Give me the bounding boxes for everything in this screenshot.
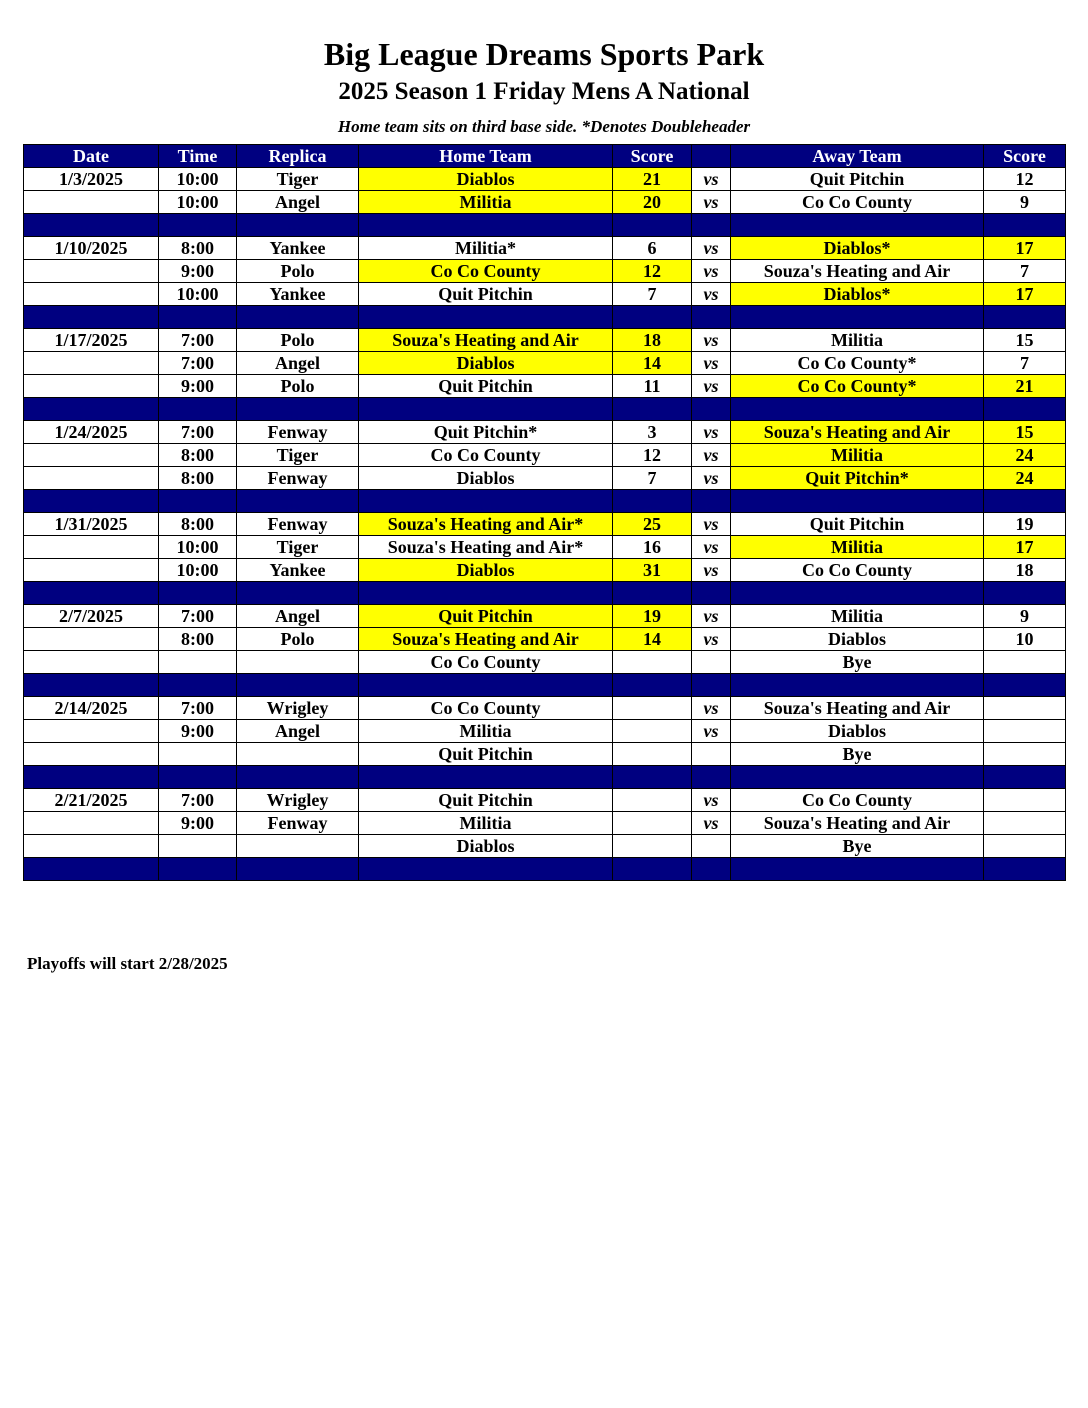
separator-cell: [159, 582, 237, 605]
separator-cell: [984, 490, 1066, 513]
vs-cell: vs: [692, 375, 731, 398]
home-score-cell: 19: [613, 605, 692, 628]
date-cell: [24, 628, 159, 651]
week-separator-row: [24, 490, 1066, 513]
away-score-cell: [984, 812, 1066, 835]
separator-cell: [24, 398, 159, 421]
game-row: [24, 375, 1066, 398]
home-score-cell: 12: [613, 260, 692, 283]
home-team-cell: Militia: [359, 720, 613, 743]
home-score-cell: 31: [613, 559, 692, 582]
time-cell: 9:00: [159, 720, 237, 743]
separator-cell: [159, 214, 237, 237]
home-score-cell: [613, 743, 692, 766]
vs-cell: vs: [692, 352, 731, 375]
date-cell: [24, 720, 159, 743]
away-team-cell: Souza's Heating and Air: [731, 260, 984, 283]
time-cell: 8:00: [159, 513, 237, 536]
time-cell: 7:00: [159, 421, 237, 444]
away-score-cell: 18: [984, 559, 1066, 582]
separator-cell: [613, 398, 692, 421]
time-cell: 10:00: [159, 283, 237, 306]
replica-cell: Wrigley: [237, 789, 359, 812]
date-cell: 2/7/2025: [24, 605, 159, 628]
date-cell: [24, 743, 159, 766]
away-team-cell: Quit Pitchin: [731, 513, 984, 536]
schedule-note: Home team sits on third base side. *Denotes Doubleheader: [337, 117, 751, 136]
home-team-cell: Souza's Heating and Air*: [359, 513, 613, 536]
away-team-cell: Diablos: [731, 628, 984, 651]
game-row: [24, 605, 1066, 628]
time-cell: 7:00: [159, 697, 237, 720]
home-score-cell: [613, 789, 692, 812]
vs-cell: vs: [692, 559, 731, 582]
replica-cell: Fenway: [237, 421, 359, 444]
vs-cell: vs: [692, 789, 731, 812]
replica-cell: Fenway: [237, 513, 359, 536]
game-row: [24, 628, 1066, 651]
home-team-cell: Quit Pitchin*: [359, 421, 613, 444]
separator-cell: [731, 214, 984, 237]
separator-cell: [613, 858, 692, 881]
home-team-cell: Militia: [359, 191, 613, 214]
away-score-cell: 15: [984, 421, 1066, 444]
separator-cell: [24, 214, 159, 237]
playoffs-note: Playoffs will start 2/28/2025: [27, 954, 228, 973]
away-score-cell: 10: [984, 628, 1066, 651]
game-row: [24, 720, 1066, 743]
home-team-cell: Co Co County: [359, 444, 613, 467]
separator-cell: [237, 398, 359, 421]
home-score-cell: 21: [613, 168, 692, 191]
home-score-cell: 16: [613, 536, 692, 559]
time-cell: 7:00: [159, 605, 237, 628]
separator-cell: [24, 674, 159, 697]
game-row: [24, 536, 1066, 559]
away-team-cell: Quit Pitchin: [731, 168, 984, 191]
separator-cell: [159, 398, 237, 421]
schedule-table: [23, 144, 1066, 881]
separator-cell: [24, 766, 159, 789]
away-team-cell: Bye: [731, 743, 984, 766]
replica-cell: Yankee: [237, 559, 359, 582]
home-score-cell: [613, 651, 692, 674]
date-cell: [24, 559, 159, 582]
game-row: [24, 789, 1066, 812]
col-header-date: Date: [24, 145, 159, 168]
home-team-cell: Quit Pitchin: [359, 743, 613, 766]
vs-cell: vs: [692, 168, 731, 191]
away-score-cell: 21: [984, 375, 1066, 398]
away-team-cell: Militia: [731, 605, 984, 628]
home-team-cell: Co Co County: [359, 260, 613, 283]
separator-cell: [984, 214, 1066, 237]
date-cell: 1/3/2025: [24, 168, 159, 191]
vs-cell: vs: [692, 720, 731, 743]
home-score-cell: [613, 720, 692, 743]
away-team-cell: Bye: [731, 651, 984, 674]
away-score-cell: 15: [984, 329, 1066, 352]
week-separator-row: [24, 766, 1066, 789]
separator-cell: [359, 398, 613, 421]
time-cell: 7:00: [159, 329, 237, 352]
away-team-cell: Souza's Heating and Air: [731, 812, 984, 835]
away-score-cell: [984, 789, 1066, 812]
replica-cell: Tiger: [237, 444, 359, 467]
game-row: [24, 283, 1066, 306]
away-score-cell: 17: [984, 237, 1066, 260]
home-score-cell: 18: [613, 329, 692, 352]
home-score-cell: 12: [613, 444, 692, 467]
separator-cell: [159, 858, 237, 881]
separator-cell: [359, 214, 613, 237]
separator-cell: [613, 582, 692, 605]
time-cell: 9:00: [159, 375, 237, 398]
col-header-vs: [692, 145, 731, 168]
away-team-cell: Quit Pitchin*: [731, 467, 984, 490]
date-cell: 1/17/2025: [24, 329, 159, 352]
separator-cell: [359, 766, 613, 789]
home-score-cell: 25: [613, 513, 692, 536]
separator-cell: [613, 674, 692, 697]
date-cell: 2/21/2025: [24, 789, 159, 812]
time-cell: 9:00: [159, 812, 237, 835]
page-subtitle: 2025 Season 1 Friday Mens A National: [338, 78, 750, 105]
time-cell: 8:00: [159, 237, 237, 260]
away-score-cell: 24: [984, 444, 1066, 467]
date-cell: 1/31/2025: [24, 513, 159, 536]
separator-cell: [692, 858, 731, 881]
away-team-cell: Souza's Heating and Air: [731, 421, 984, 444]
date-cell: [24, 651, 159, 674]
time-cell: 10:00: [159, 559, 237, 582]
vs-cell: [692, 835, 731, 858]
replica-cell: Tiger: [237, 536, 359, 559]
game-row: [24, 467, 1066, 490]
schedule-body: [24, 168, 1066, 881]
date-cell: [24, 812, 159, 835]
away-score-cell: 12: [984, 168, 1066, 191]
time-cell: 7:00: [159, 352, 237, 375]
replica-cell: Polo: [237, 260, 359, 283]
home-team-cell: Souza's Heating and Air: [359, 329, 613, 352]
away-team-cell: Militia: [731, 329, 984, 352]
home-team-cell: Quit Pitchin: [359, 283, 613, 306]
vs-cell: vs: [692, 605, 731, 628]
game-row: [24, 237, 1066, 260]
separator-cell: [613, 306, 692, 329]
separator-cell: [359, 858, 613, 881]
separator-cell: [159, 490, 237, 513]
separator-cell: [984, 398, 1066, 421]
home-score-cell: 6: [613, 237, 692, 260]
away-score-cell: 17: [984, 536, 1066, 559]
date-cell: 2/14/2025: [24, 697, 159, 720]
col-header-away-score: Score: [984, 145, 1066, 168]
vs-cell: vs: [692, 191, 731, 214]
date-cell: [24, 283, 159, 306]
separator-cell: [984, 858, 1066, 881]
col-header-replica: Replica: [237, 145, 359, 168]
home-team-cell: Quit Pitchin: [359, 789, 613, 812]
time-cell: 8:00: [159, 444, 237, 467]
vs-cell: vs: [692, 421, 731, 444]
home-team-cell: Quit Pitchin: [359, 605, 613, 628]
vs-cell: vs: [692, 329, 731, 352]
vs-cell: vs: [692, 513, 731, 536]
time-cell: 7:00: [159, 789, 237, 812]
separator-cell: [613, 766, 692, 789]
separator-cell: [359, 490, 613, 513]
week-separator-row: [24, 582, 1066, 605]
separator-cell: [731, 674, 984, 697]
time-cell: [159, 743, 237, 766]
away-score-cell: 9: [984, 605, 1066, 628]
separator-cell: [731, 306, 984, 329]
separator-cell: [692, 674, 731, 697]
date-cell: [24, 467, 159, 490]
vs-cell: vs: [692, 444, 731, 467]
replica-cell: Fenway: [237, 467, 359, 490]
separator-cell: [984, 306, 1066, 329]
home-team-cell: Militia*: [359, 237, 613, 260]
away-score-cell: 9: [984, 191, 1066, 214]
time-cell: 8:00: [159, 467, 237, 490]
time-cell: 10:00: [159, 536, 237, 559]
away-team-cell: Souza's Heating and Air: [731, 697, 984, 720]
replica-cell: Tiger: [237, 168, 359, 191]
vs-cell: vs: [692, 697, 731, 720]
game-row: [24, 559, 1066, 582]
game-row: [24, 444, 1066, 467]
separator-cell: [359, 582, 613, 605]
replica-cell: Yankee: [237, 283, 359, 306]
home-team-cell: Co Co County: [359, 697, 613, 720]
replica-cell: Angel: [237, 191, 359, 214]
away-score-cell: 24: [984, 467, 1066, 490]
replica-cell: Angel: [237, 352, 359, 375]
away-score-cell: [984, 651, 1066, 674]
away-score-cell: 7: [984, 260, 1066, 283]
separator-cell: [237, 674, 359, 697]
home-team-cell: Diablos: [359, 168, 613, 191]
time-cell: 8:00: [159, 628, 237, 651]
date-cell: [24, 444, 159, 467]
vs-cell: vs: [692, 467, 731, 490]
home-score-cell: 7: [613, 283, 692, 306]
separator-cell: [237, 490, 359, 513]
date-cell: [24, 352, 159, 375]
home-team-cell: Diablos: [359, 467, 613, 490]
vs-cell: [692, 743, 731, 766]
separator-cell: [731, 766, 984, 789]
replica-cell: Angel: [237, 720, 359, 743]
game-row: [24, 168, 1066, 191]
col-header-away-team: Away Team: [731, 145, 984, 168]
game-row: [24, 743, 1066, 766]
separator-cell: [731, 858, 984, 881]
game-row: [24, 835, 1066, 858]
vs-cell: vs: [692, 237, 731, 260]
home-team-cell: Quit Pitchin: [359, 375, 613, 398]
away-team-cell: Diablos*: [731, 237, 984, 260]
separator-cell: [731, 582, 984, 605]
away-team-cell: Militia: [731, 444, 984, 467]
week-separator-row: [24, 858, 1066, 881]
replica-cell: Polo: [237, 329, 359, 352]
separator-cell: [613, 490, 692, 513]
game-row: [24, 260, 1066, 283]
away-score-cell: [984, 697, 1066, 720]
away-team-cell: Militia: [731, 536, 984, 559]
time-cell: 9:00: [159, 260, 237, 283]
game-row: [24, 513, 1066, 536]
vs-cell: vs: [692, 536, 731, 559]
separator-cell: [692, 766, 731, 789]
vs-cell: vs: [692, 628, 731, 651]
date-cell: [24, 375, 159, 398]
game-row: [24, 352, 1066, 375]
home-score-cell: 11: [613, 375, 692, 398]
replica-cell: Yankee: [237, 237, 359, 260]
separator-cell: [159, 766, 237, 789]
away-team-cell: Diablos: [731, 720, 984, 743]
col-header-home-team: Home Team: [359, 145, 613, 168]
home-score-cell: 14: [613, 352, 692, 375]
separator-cell: [24, 306, 159, 329]
replica-cell: Polo: [237, 375, 359, 398]
replica-cell: [237, 743, 359, 766]
away-team-cell: Co Co County*: [731, 375, 984, 398]
home-team-cell: Militia: [359, 812, 613, 835]
separator-cell: [237, 766, 359, 789]
game-row: [24, 812, 1066, 835]
separator-cell: [692, 490, 731, 513]
home-team-cell: Souza's Heating and Air: [359, 628, 613, 651]
separator-cell: [359, 306, 613, 329]
week-separator-row: [24, 398, 1066, 421]
home-score-cell: 3: [613, 421, 692, 444]
separator-cell: [24, 582, 159, 605]
separator-cell: [24, 858, 159, 881]
away-team-cell: Co Co County*: [731, 352, 984, 375]
separator-cell: [984, 766, 1066, 789]
home-score-cell: [613, 835, 692, 858]
vs-cell: vs: [692, 283, 731, 306]
week-separator-row: [24, 674, 1066, 697]
home-score-cell: 7: [613, 467, 692, 490]
separator-cell: [731, 398, 984, 421]
time-cell: [159, 835, 237, 858]
away-team-cell: Bye: [731, 835, 984, 858]
game-row: [24, 329, 1066, 352]
away-score-cell: [984, 720, 1066, 743]
date-cell: [24, 536, 159, 559]
date-cell: [24, 191, 159, 214]
week-separator-row: [24, 306, 1066, 329]
away-score-cell: 17: [984, 283, 1066, 306]
table-header-row: [24, 145, 1066, 168]
home-score-cell: 20: [613, 191, 692, 214]
replica-cell: [237, 835, 359, 858]
home-team-cell: Diablos: [359, 352, 613, 375]
game-row: [24, 191, 1066, 214]
separator-cell: [984, 582, 1066, 605]
vs-cell: vs: [692, 812, 731, 835]
replica-cell: Angel: [237, 605, 359, 628]
game-row: [24, 697, 1066, 720]
separator-cell: [159, 674, 237, 697]
home-score-cell: [613, 697, 692, 720]
separator-cell: [237, 306, 359, 329]
separator-cell: [237, 858, 359, 881]
separator-cell: [359, 674, 613, 697]
away-score-cell: 19: [984, 513, 1066, 536]
home-team-cell: Co Co County: [359, 651, 613, 674]
replica-cell: Wrigley: [237, 697, 359, 720]
game-row: [24, 651, 1066, 674]
separator-cell: [159, 306, 237, 329]
away-team-cell: Diablos*: [731, 283, 984, 306]
home-score-cell: 14: [613, 628, 692, 651]
separator-cell: [237, 214, 359, 237]
separator-cell: [984, 674, 1066, 697]
replica-cell: Polo: [237, 628, 359, 651]
col-header-home-score: Score: [613, 145, 692, 168]
replica-cell: [237, 651, 359, 674]
separator-cell: [237, 582, 359, 605]
separator-cell: [692, 398, 731, 421]
home-team-cell: Souza's Heating and Air*: [359, 536, 613, 559]
separator-cell: [24, 490, 159, 513]
separator-cell: [692, 306, 731, 329]
time-cell: [159, 651, 237, 674]
time-cell: 10:00: [159, 191, 237, 214]
vs-cell: [692, 651, 731, 674]
game-row: [24, 421, 1066, 444]
away-score-cell: [984, 743, 1066, 766]
home-team-cell: Diablos: [359, 835, 613, 858]
date-cell: [24, 260, 159, 283]
away-score-cell: 7: [984, 352, 1066, 375]
week-separator-row: [24, 214, 1066, 237]
col-header-time: Time: [159, 145, 237, 168]
home-score-cell: [613, 812, 692, 835]
date-cell: [24, 835, 159, 858]
away-team-cell: Co Co County: [731, 789, 984, 812]
separator-cell: [692, 582, 731, 605]
separator-cell: [692, 214, 731, 237]
vs-cell: vs: [692, 260, 731, 283]
time-cell: 10:00: [159, 168, 237, 191]
date-cell: 1/10/2025: [24, 237, 159, 260]
date-cell: 1/24/2025: [24, 421, 159, 444]
page-title: Big League Dreams Sports Park: [323, 36, 765, 72]
separator-cell: [731, 490, 984, 513]
replica-cell: Fenway: [237, 812, 359, 835]
separator-cell: [613, 214, 692, 237]
home-team-cell: Diablos: [359, 559, 613, 582]
away-team-cell: Co Co County: [731, 559, 984, 582]
away-team-cell: Co Co County: [731, 191, 984, 214]
away-score-cell: [984, 835, 1066, 858]
